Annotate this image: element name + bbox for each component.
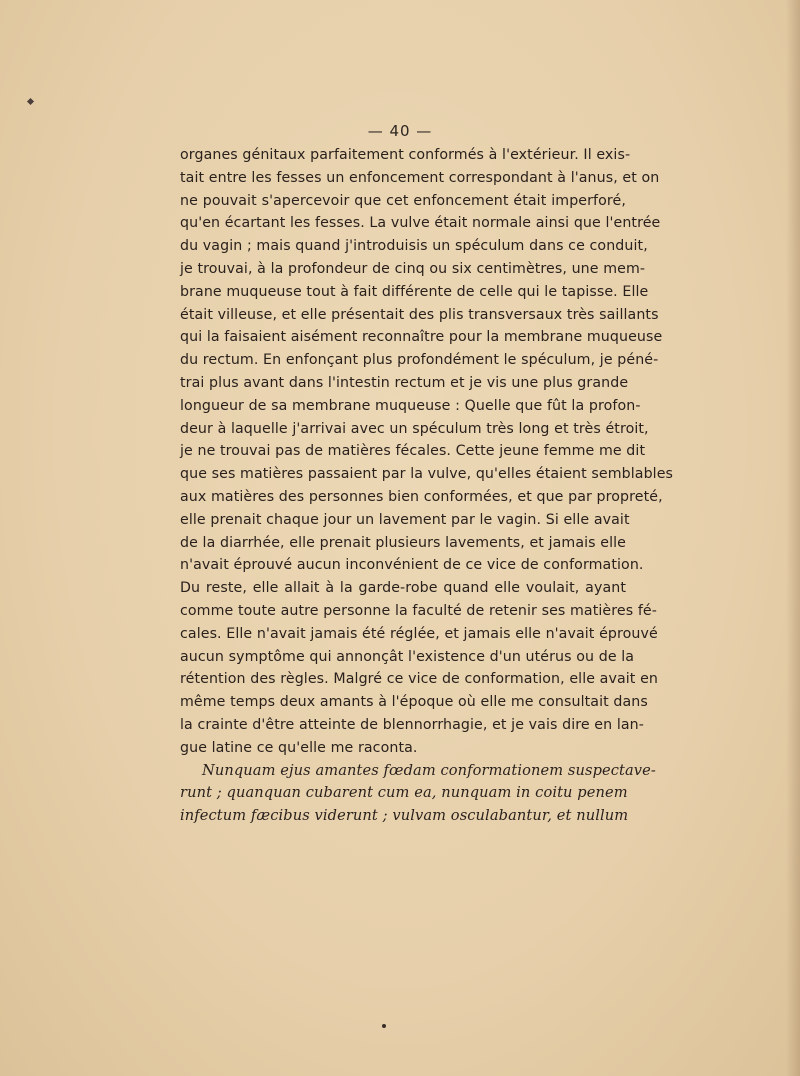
text-line: du vagin ; mais quand j'introduisis un spéculum dans ce conduit, <box>180 238 648 255</box>
text-line: organes génitaux parfaitement conformés à l'extérieur. Il exis- <box>180 147 631 163</box>
text-line: cales. Elle n'avait jamais été réglée, et jamais elle n'avait éprouvé <box>180 625 658 642</box>
text-line: que ses matières passaient par la vulve, qu'elles étaient semblables <box>180 466 674 483</box>
text-line: je ne trouvai pas de matières fécales. Cette jeune femme me dit <box>180 443 646 460</box>
text-line: était villeuse, et elle présentait des plis transversaux très saillants <box>180 306 659 323</box>
text-line: trai plus avant dans l'intestin rectum et je vis une plus grande <box>180 374 629 391</box>
page-edge-shadow <box>786 0 800 1076</box>
latin-text-line: runt ; quanquan cubarent cum ea, nunquam in coitu penem <box>180 784 628 802</box>
text-line: la crainte d'être atteinte de blennorrhagie, et je vais dire en lan- <box>180 716 644 733</box>
text-line: même temps deux amants à l'époque où elle me consultait dans <box>180 694 648 711</box>
text-line: longueur de sa membrane muqueuse : Quelle que fût la profon- <box>180 397 641 414</box>
text-line: elle prenait chaque jour un lavement par le vagin. Si elle avait <box>180 511 630 528</box>
ink-speck <box>382 1024 386 1028</box>
latin-text-line: Nunquam ejus amantes fœdam conformationem suspectave- <box>202 761 656 779</box>
text-line: n'avait éprouvé aucun inconvénient de ce vice de conformation. <box>180 557 644 574</box>
text-line: je trouvai, à la profondeur de cinq ou six centimètres, une mem- <box>180 260 646 277</box>
text-line: qui la faisaient aisément reconnaître pour la membrane muqueuse <box>180 329 663 346</box>
text-line: Du reste, elle allait à la garde-robe quand elle voulait, ayant <box>180 580 626 597</box>
text-line: qu'en écartant les fesses. La vulve était normale ainsi que l'entrée <box>180 215 661 232</box>
text-line: tait entre les fesses un enfoncement correspondant à l'anus, et on <box>180 169 660 186</box>
text-line: aucun symptôme qui annonçât l'existence d'un utérus ou de la <box>180 648 635 665</box>
text-line: deur à laquelle j'arrivai avec un spéculum très long et très étroit, <box>180 420 649 437</box>
text-line: comme toute autre personne la faculté de retenir ses matières fé- <box>180 602 657 619</box>
text-line: gue latine ce qu'elle me raconta. <box>180 739 418 756</box>
text-line: ne pouvait s'apercevoir que cet enfoncement était imperforé, <box>180 192 626 209</box>
latin-text-line: infectum fæcibus viderunt ; vulvam osculabantur, et nullum <box>180 807 629 825</box>
text-line: du rectum. En enfonçant plus profondément le spéculum, je péné- <box>180 352 659 369</box>
text-line: rétention des règles. Malgré ce vice de conformation, elle avait en <box>180 671 659 688</box>
body-text <box>180 144 674 828</box>
text-line: brane muqueuse tout à fait différente de celle qui le tapisse. Elle <box>180 283 649 300</box>
page-number: — 40 — <box>367 122 433 140</box>
text-line: de la diarrhée, elle prenait plusieurs lavements, et jamais elle <box>180 534 627 551</box>
paper-mark <box>27 98 34 105</box>
text-line: aux matières des personnes bien conformées, et que par propreté, <box>180 488 663 505</box>
